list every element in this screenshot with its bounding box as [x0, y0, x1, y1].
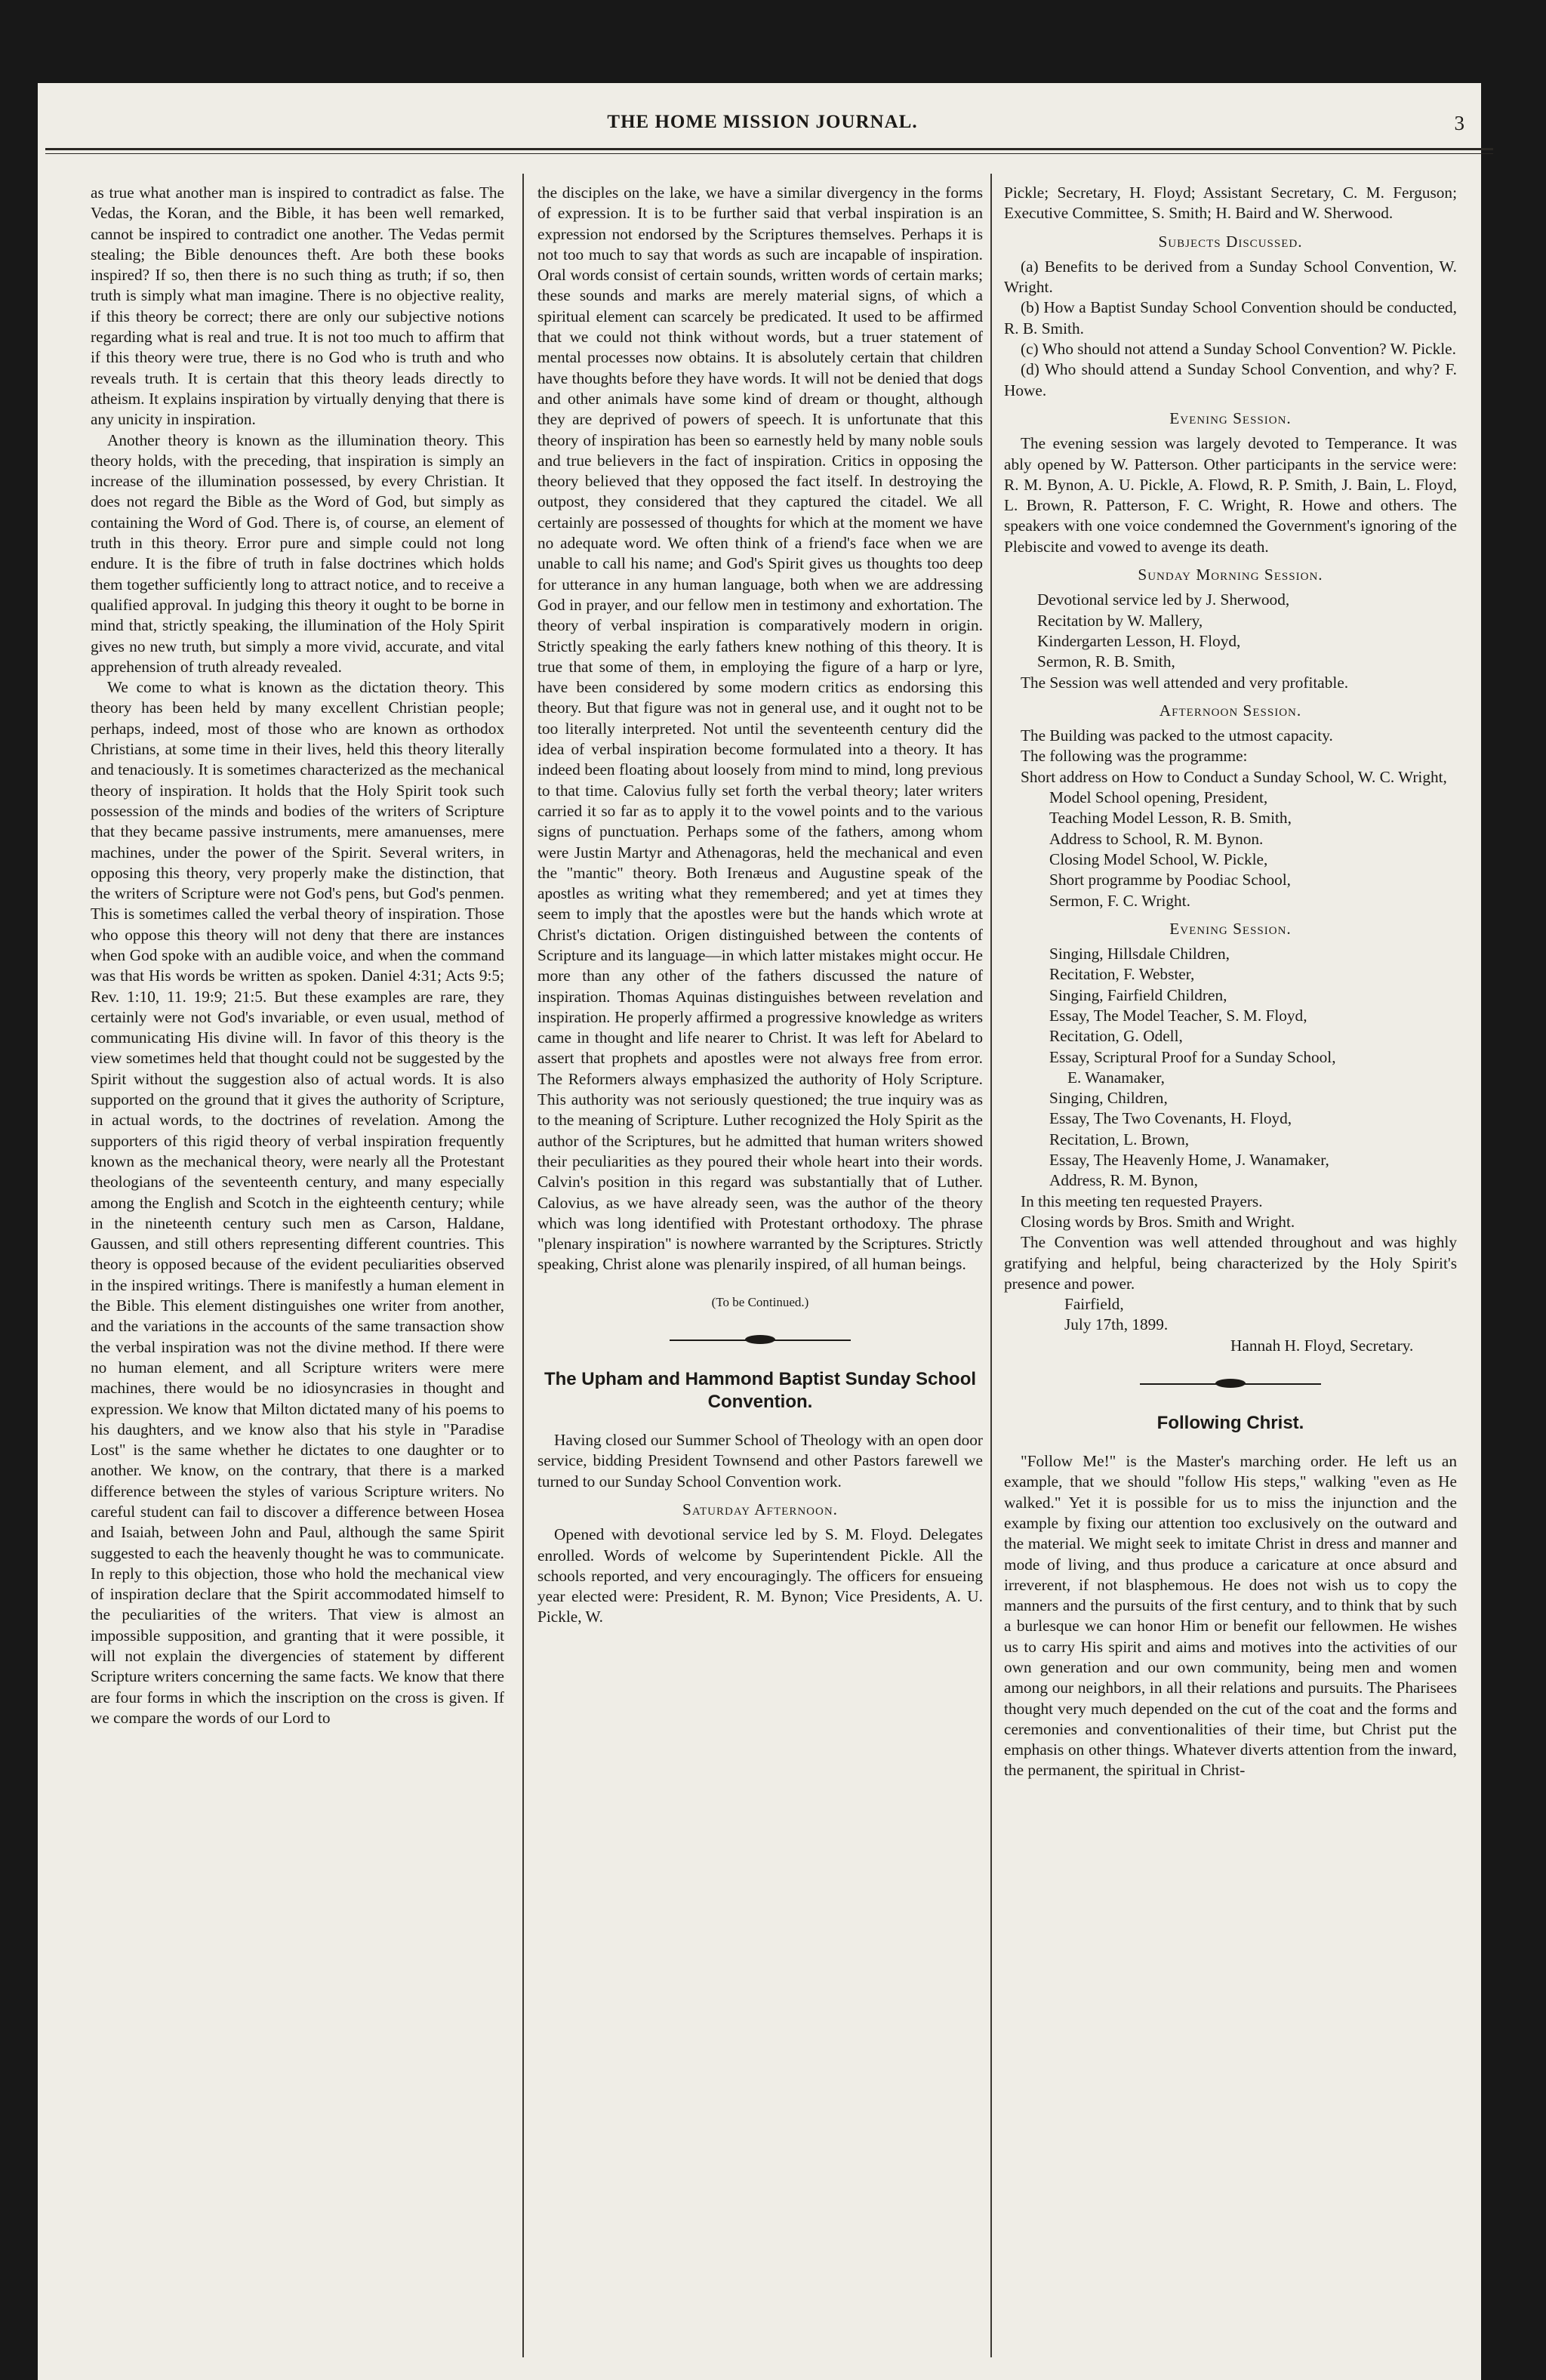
- following-christ-paragraph: "Follow Me!" is the Master's marching order. He left us an example, that we should "follow His steps," walking "even as He walked." Yet it is possible for us to miss the injunction and the example by fixing our attention too exclusively on the outward and the material. We might seek to imitate Christ in dress and manner and mode of living, and thus produce a caricature at once absurd and irreverent, if not blasphemous. He does not wish us to copy the manners and the pursuits of the first century, and to think that by such a burlesque we can honor Him or benefit our fellowmen. He wishes us to carry His spirit and aims and motives into the activities of our own generation and our own community, being men and women among our neighbors, in all their relations and pursuits. The Pharisees thought very much depended on the cut of the coat and the forms and ceremonies and conventionalities of their time, but Christ put the emphasis on other things. Whatever diverts attention from the inward, the permanent, the spiritual in Christ-: [1004, 1452, 1457, 1780]
- subject-item: (c) Who should not attend a Sunday School Convention? W. Pickle.: [1021, 340, 1456, 359]
- program-item: Essay, The Two Covenants, H. Floyd,: [1049, 1109, 1292, 1128]
- article-paragraph: We come to what is known as the dictation theory. This theory has been held by many excellent Christian people; perhaps, indeed, most of those who are known as orthodox Christians, at some time in their lives, held this theory literally and tenaciously. It is sometimes characterized as the mechanical theory of inspiration. It holds that the Holy Spirit took such possession of the minds and bodies of the writers of Scripture that they became passive instruments, mere amanuenses, mere machines, under the power of the Spirit. Several writers, in opposing this theory, very properly make the distinction, that the writers of Scripture were not God's pens, but God's penmen. This is sometimes called the verbal theory of inspiration. Those who oppose this theory will not deny that there are instances when God spoke with an audible voice, and when the command was that His words be written as spoken. Daniel 4:31; Acts 9:5; Rev. 1:10, 11. 19:9; 21:5. But these examples are rare, they certainly were not God's invariable, or even usual, method of communicating His divine will. In favor of this theory is the view sometimes held that thought could not be suggested by the Spirit without the suggestion also of actual words. It is also supported on the ground that it gives the authority of Scripture, in actual words, to the doctrines of revelation. Among the supporters of this rigid theory of verbal inspiration frequently known as the mechanical theory, were nearly all the Protestant theologians of the seventeenth century, and many especially among the English and Scotch in the eighteenth century; while in the nineteenth century such men as Carson, Haldane, Gaussen, and still others representing different countries. This theory is opposed because of the evident peculiarities observed in the inspired writings. There is manifestly a human element in the Bible. This element distinguishes one writer from another, and the variations in the accounts of the same transaction show the verbal inspiration was not the divine method. If there were no human element, and all Scripture writers were mere machines, there would be no idiosyncrasies in thought and expression. We know that Milton dictated many of his poems to his daughters, and we know also that his style in "Paradise Lost" is the same whether he dictates to one daughter or to another. We know, on the contrary, that there is a marked difference between the styles of various Scripture writers. No careful student can fail to discover a difference between Hosea and Isaiah, between John and Paul, although the same Spirit suggested to each the heavenly thought he was to communicate. In reply to this objection, those who hold the mechanical view of inspiration declare that the Spirit accommodated himself to the peculiarities of the writers. That view is almost an impossible supposition, and granting that it were possible, it will not explain the divergencies of statement by different Scripture writers concerning the same facts. We know that there are four forms in which the inscription on the cross is given. If we compare the words of our Lord to: [91, 678, 504, 1727]
- program-item: Recitation, F. Webster,: [1049, 965, 1195, 984]
- officers-paragraph: Pickle; Secretary, H. Floyd; Assistant Secretary, C. M. Ferguson; Executive Committee, S. Smith; H. Baird and W. Sherwood.: [1004, 183, 1457, 223]
- programme-intro: The following was the programme:: [1021, 747, 1248, 766]
- sunday-morning-heading: Sunday Morning Session.: [1138, 566, 1323, 584]
- signature-line: Hannah H. Floyd, Secretary.: [1230, 1336, 1414, 1355]
- subject-item: (d) Who should attend a Sunday School Convention, and why? F. Howe.: [1004, 360, 1457, 399]
- place-line: Fairfield,: [1064, 1295, 1124, 1314]
- program-item: Model School opening, President,: [1049, 788, 1268, 807]
- ornament-divider: [670, 1335, 851, 1346]
- evening-heading: Evening Session.: [1169, 408, 1292, 427]
- program-item: Singing, Hillsdale Children,: [1049, 945, 1230, 963]
- page-header: [45, 112, 1480, 142]
- program-item: Singing, Children,: [1049, 1089, 1168, 1108]
- afternoon-heading: Afternoon Session.: [1159, 701, 1302, 720]
- program-item: Essay, The Model Teacher, S. M. Floyd,: [1049, 1006, 1307, 1025]
- programme-lead: Short address on How to Conduct a Sunday School, W. C. Wright,: [1021, 767, 1447, 786]
- following-christ-title: Following Christ.: [1156, 1413, 1304, 1434]
- date-line: July 17th, 1899.: [1064, 1315, 1169, 1334]
- column-1: [91, 183, 504, 1728]
- program-item: Singing, Fairfield Children,: [1049, 985, 1227, 1004]
- page-number: 3: [1454, 112, 1464, 134]
- section-title: The Upham and Hammond Baptist Sunday School Convention.: [544, 1369, 977, 1413]
- subject-item: (a) Benefits to be derived from a Sunday School Convention, W. Wright.: [1004, 257, 1457, 297]
- program-item: Teaching Model Lesson, R. B. Smith,: [1049, 809, 1292, 828]
- program-item: Recitation, L. Brown,: [1049, 1130, 1190, 1148]
- saturday-afternoon-heading: Saturday Afternoon.: [682, 1500, 838, 1518]
- column-2: [537, 183, 983, 1628]
- program-item: Sermon, R. B. Smith,: [1037, 652, 1175, 671]
- to-be-continued: (To be Continued.): [711, 1294, 809, 1309]
- program-item: Essay, Scriptural Proof for a Sunday School,: [1049, 1047, 1336, 1066]
- closing-note: Closing words by Bros. Smith and Wright.: [1021, 1212, 1295, 1231]
- program-item: Devotional service led by J. Sherwood,: [1037, 590, 1290, 609]
- program-item: Short programme by Poodiac School,: [1049, 871, 1292, 889]
- program-item: Essay, The Heavenly Home, J. Wanamaker,: [1049, 1151, 1329, 1170]
- convention-note: The Convention was well attended throughout and was highly gratifying and helpful, being characterized by the Holy Spirit's presence and power.: [1004, 1233, 1457, 1293]
- evening2-heading: Evening Session.: [1169, 919, 1292, 938]
- article-paragraph: Another theory is known as the illumination theory. This theory holds, with the preceding, that inspiration is simply an increase of the illumination possessed, by every Christian. It does not regard the Bible as the Word of God, but simply as containing the Word of God. There is, of course, an element of truth in this theory. Error pure and simple could not long endure. It is the fibre of truth in false doctrines which holds them together sufficiently long to attract notice, and to receive a qualified approval. In judging this theory it ought to be borne in mind that, strictly speaking, the illumination of the Holy Spirit gives no new truth, but simply a more vivid, accurate, and vital apprehension of truth already revealed.: [91, 430, 504, 676]
- column-3: [1004, 183, 1457, 1781]
- subject-item: (b) How a Baptist Sunday School Convention should be conducted, R. B. Smith.: [1004, 298, 1457, 338]
- subjects-heading: Subjects Discussed.: [1158, 232, 1303, 251]
- program-item: E. Wanamaker,: [1067, 1068, 1165, 1087]
- column-divider: [990, 174, 992, 2357]
- evening-paragraph: The evening session was largely devoted to Temperance. It was ably opened by W. Patterson. Other participants in the service were: R. M. Bynon, A. U. Pickle, A. Flowd, R. P. Smith, J. Bain, L. Floyd, L. Brown, R. Patterson, F. C. Wright, R. Howe and others. The speakers with one voice condemned the Government's ignoring of the Plebiscite and vowed to avenge its death.: [1004, 434, 1457, 556]
- header-rule: [45, 148, 1493, 154]
- program-item: Address, R. M. Bynon,: [1049, 1171, 1199, 1190]
- intro-paragraph: Having closed our Summer School of Theology with an open door service, bidding President Townsend and other Pastors farewell we turned to our Sunday School Convention work.: [537, 1431, 983, 1491]
- program-item: Recitation by W. Mallery,: [1037, 611, 1203, 630]
- program-item: Closing Model School, W. Pickle,: [1049, 849, 1268, 868]
- ornament-divider: [1140, 1379, 1321, 1389]
- program-item: Address to School, R. M. Bynon.: [1049, 829, 1264, 848]
- column-divider: [522, 174, 524, 2357]
- article-paragraph: as true what another man is inspired to contradict as false. The Vedas, the Koran, and the Bible, it has been well remarked, cannot be inspired to contradict one another. The Vedas permit stealing; the Bible denounces theft. Are both these books inspired? If so, then there is no such thing as truth; if so, then truth is simply what man imagine. There is no objective reality, if this theory be correct; there are only our subjective notions regarding what is real and true. It is not too much to affirm that if this theory were true, there is no God who is truth and who reveals truth. It is certain that this theory leads directly to atheism. It explains inspiration by virtually denying that there is any unicity in inspiration.: [91, 183, 504, 429]
- program-item: Recitation, G. Odell,: [1049, 1027, 1183, 1046]
- article-paragraph: the disciples on the lake, we have a similar divergency in the forms of expression. It is to be further said that verbal inspiration is an expression not endorsed by the Scriptures themselves. Perhaps it is not too much to say that words as such are incapable of inspiration. Oral words consist of certain sounds, written words of certain marks; these sounds and marks are merely material signs, of which a spiritual element can scarcely be predicated. It used to be affirmed that we could not think without words, but a truer statement of mental processes now obtains. It is absolutely certain that children have thoughts before they have words. It will not be denied that dogs and other animals have some kind of dream or thought, although they are deprived of powers of speech. It is unfortunate that this theory of inspiration has been so earnestly held by many noble souls and true believers in the fact of inspiration. Critics in opposing the theory believed that they opposed the fact itself. In destroying the outpost, they considered that they captured the citadel. We all certainly are possessed of thoughts for which at the moment we have no adequate word. We often think of a friend's face when we are unable to call his name; and God's Spirit gives us thoughts too deep for utterance in any human language, both when we are addressing God in prayer, and our fellow men in testimony and exhortation. The theory of verbal inspiration is comparatively modern in origin. Strictly speaking the early fathers knew nothing of this theory. It is true that some of them, in employing the figure of a harp or lyre, have been considered by some modern critics as endorsing this theory. But that figure was not in general use, and it ought not to be too literally interpreted. Not until the seventeenth century did the idea of verbal inspiration become formulated into a theory. It has indeed been floating about loosely from mind to mind, long previous to that time. Calovius fully set forth the verbal theory; later writers carried it so far as to apply it to the vowel points and to the various signs of punctuation. Perhaps some of the fathers, among whom were Justin Martyr and Athenagoras, held the mechanical and even the "mantic" theory. Both Irenæus and Augustine speak of the apostles as writing what they remembered; and yet at times they seem to imply that the apostles were but the hands which wrote at Christ's dictation. Origen distinguished between the contents of Scripture and its language—in which latter mistakes might occur. He more than any other of the fathers discussed the nature of inspiration. Thomas Aquinas distinguishes between revelation and inspiration. He properly affirmed a progressive knowledge as writers came in thought and life nearer to Christ. It was left for Abelard to assert that prophets and apostles were not always free from error. The Reformers always emphasized the authority of Holy Scripture. This authority was not seriously questioned; the true inquiry was as to the meaning of Scripture. Luther recognized the Holy Spirit as the author of the Scriptures, but he admitted that human writers showed their peculiarities as they poured their whole heart into their words. Calvin's position in this regard was substantially that of Luther. Calovius, as we have already seen, was the author of the theory which was long identified with Protestant orthodoxy. The phrase "plenary inspiration" is nowhere warranted by the Scriptures. Strictly speaking, Christ alone was plenarily inspired, of all human beings.: [537, 183, 983, 1274]
- afternoon-intro: The Building was packed to the utmost capacity.: [1021, 726, 1333, 745]
- sunday-morning-note: The Session was well attended and very profitable.: [1021, 673, 1349, 692]
- journal-title: THE HOME MISSION JOURNAL.: [607, 112, 918, 132]
- program-item: Sermon, F. C. Wright.: [1049, 891, 1190, 910]
- prayers-note: In this meeting ten requested Prayers.: [1021, 1192, 1263, 1210]
- program-item: Kindergarten Lesson, H. Floyd,: [1037, 631, 1241, 650]
- saturday-afternoon-paragraph: Opened with devotional service led by S. M. Floyd. Delegates enrolled. Words of welcome by Superintendent Pickle. All the schools reported, and very encouragingly. The officers for ensueing year elected were: President, R. M. Bynon; Vice Presidents, A. U. Pickle, W.: [537, 1525, 983, 1626]
